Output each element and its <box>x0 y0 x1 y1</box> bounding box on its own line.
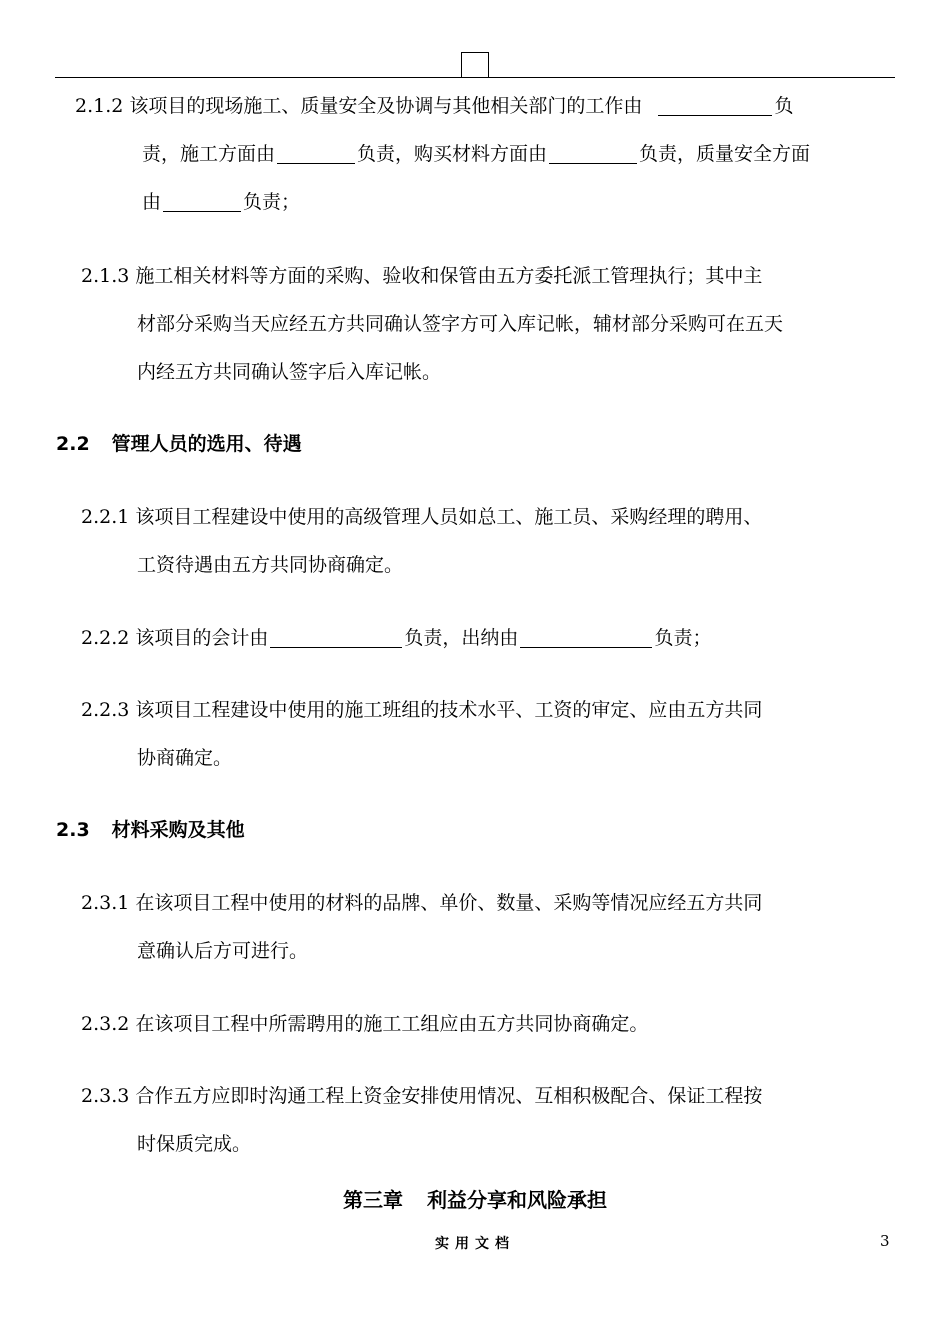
section-text: 由 <box>142 191 162 213</box>
blank-field-accountant[interactable] <box>270 627 402 648</box>
heading-title: 管理人员的选用、待遇 <box>111 433 302 455</box>
section-2-1-2-line-1 <box>75 94 793 118</box>
header-box <box>461 52 489 77</box>
section-text: 在该项目工程中使用的材料的品牌、单价、数量、采购等情况应经五方共同 <box>135 892 763 914</box>
section-number: 2.3.3 <box>81 1085 130 1107</box>
section-text: 责，施工方面由 <box>142 143 276 165</box>
section-number: 2.2.1 <box>81 506 130 528</box>
section-2-3-1-line-2: 意确认后方可进行。 <box>137 940 309 962</box>
section-text: 负责； <box>243 191 301 213</box>
chapter-name: 利益分享和风险承担 <box>427 1188 607 1212</box>
heading-2-3 <box>56 818 245 842</box>
section-number: 2.2.3 <box>81 699 130 721</box>
section-2-2-3-line-2: 协商确定。 <box>137 747 233 769</box>
section-2-3-2-line-1 <box>81 1012 648 1036</box>
section-number: 2.1.2 <box>75 95 124 117</box>
heading-2-2 <box>56 432 302 456</box>
heading-number: 2.2 <box>56 433 90 455</box>
blank-field-coordinator[interactable] <box>658 95 772 116</box>
section-2-2-1-line-1 <box>81 505 762 529</box>
heading-number: 2.3 <box>56 819 90 841</box>
section-2-1-2-line-3 <box>142 190 300 214</box>
section-2-3-3-line-2: 时保质完成。 <box>137 1133 252 1155</box>
section-text: 施工相关材料等方面的采购、验收和保管由五方委托派工管理执行；其中主 <box>135 265 763 287</box>
chapter-title <box>0 1187 950 1213</box>
section-number: 2.3.2 <box>81 1013 130 1035</box>
section-2-2-2-line-1 <box>81 626 711 650</box>
section-text: 在该项目工程中所需聘用的施工工组应由五方共同协商确定。 <box>135 1013 649 1035</box>
header-rule <box>55 77 895 78</box>
section-text: 合作五方应即时沟通工程上资金安排使用情况、互相积极配合、保证工程按 <box>135 1085 763 1107</box>
section-2-2-1-line-2: 工资待遇由五方共同协商确定。 <box>137 554 404 576</box>
heading-title: 材料采购及其他 <box>111 819 245 841</box>
section-text: 该项目工程建设中使用的施工班组的技术水平、工资的审定、应由五方共同 <box>135 699 763 721</box>
section-text: 该项目的会计由 <box>135 627 269 649</box>
section-2-1-3-line-3: 内经五方共同确认签字后入库记帐。 <box>137 361 442 383</box>
section-number: 2.2.2 <box>81 627 130 649</box>
blank-field-quality-safety[interactable] <box>163 191 241 212</box>
section-text: 负责，出纳由 <box>404 627 519 649</box>
section-text: 该项目的现场施工、质量安全及协调与其他相关部门的工作由 <box>129 95 643 117</box>
blank-field-cashier[interactable] <box>520 627 652 648</box>
section-2-2-3-line-1 <box>81 698 762 722</box>
section-text: 负责，质量安全方面 <box>639 143 811 165</box>
page-number: 3 <box>880 1232 890 1250</box>
section-text: 负 <box>774 95 794 117</box>
section-2-1-3-line-1 <box>81 264 762 288</box>
blank-field-materials[interactable] <box>549 143 637 164</box>
section-2-3-1-line-1 <box>81 891 762 915</box>
section-2-3-3-line-1 <box>81 1084 762 1108</box>
footer-text: 实用文档 <box>435 1236 515 1252</box>
section-text: 负责，购买材料方面由 <box>357 143 548 165</box>
section-2-1-2-line-2 <box>142 142 810 166</box>
section-text: 负责； <box>654 627 712 649</box>
section-text: 该项目工程建设中使用的高级管理人员如总工、施工员、采购经理的聘用、 <box>135 506 763 528</box>
section-2-1-3-line-2: 材部分采购当天应经五方共同确认签字方可入库记帐，辅材部分采购可在五天 <box>137 313 784 335</box>
chapter-label: 第三章 <box>343 1188 403 1212</box>
section-number: 2.1.3 <box>81 265 130 287</box>
blank-field-construction[interactable] <box>277 143 355 164</box>
section-number: 2.3.1 <box>81 892 130 914</box>
